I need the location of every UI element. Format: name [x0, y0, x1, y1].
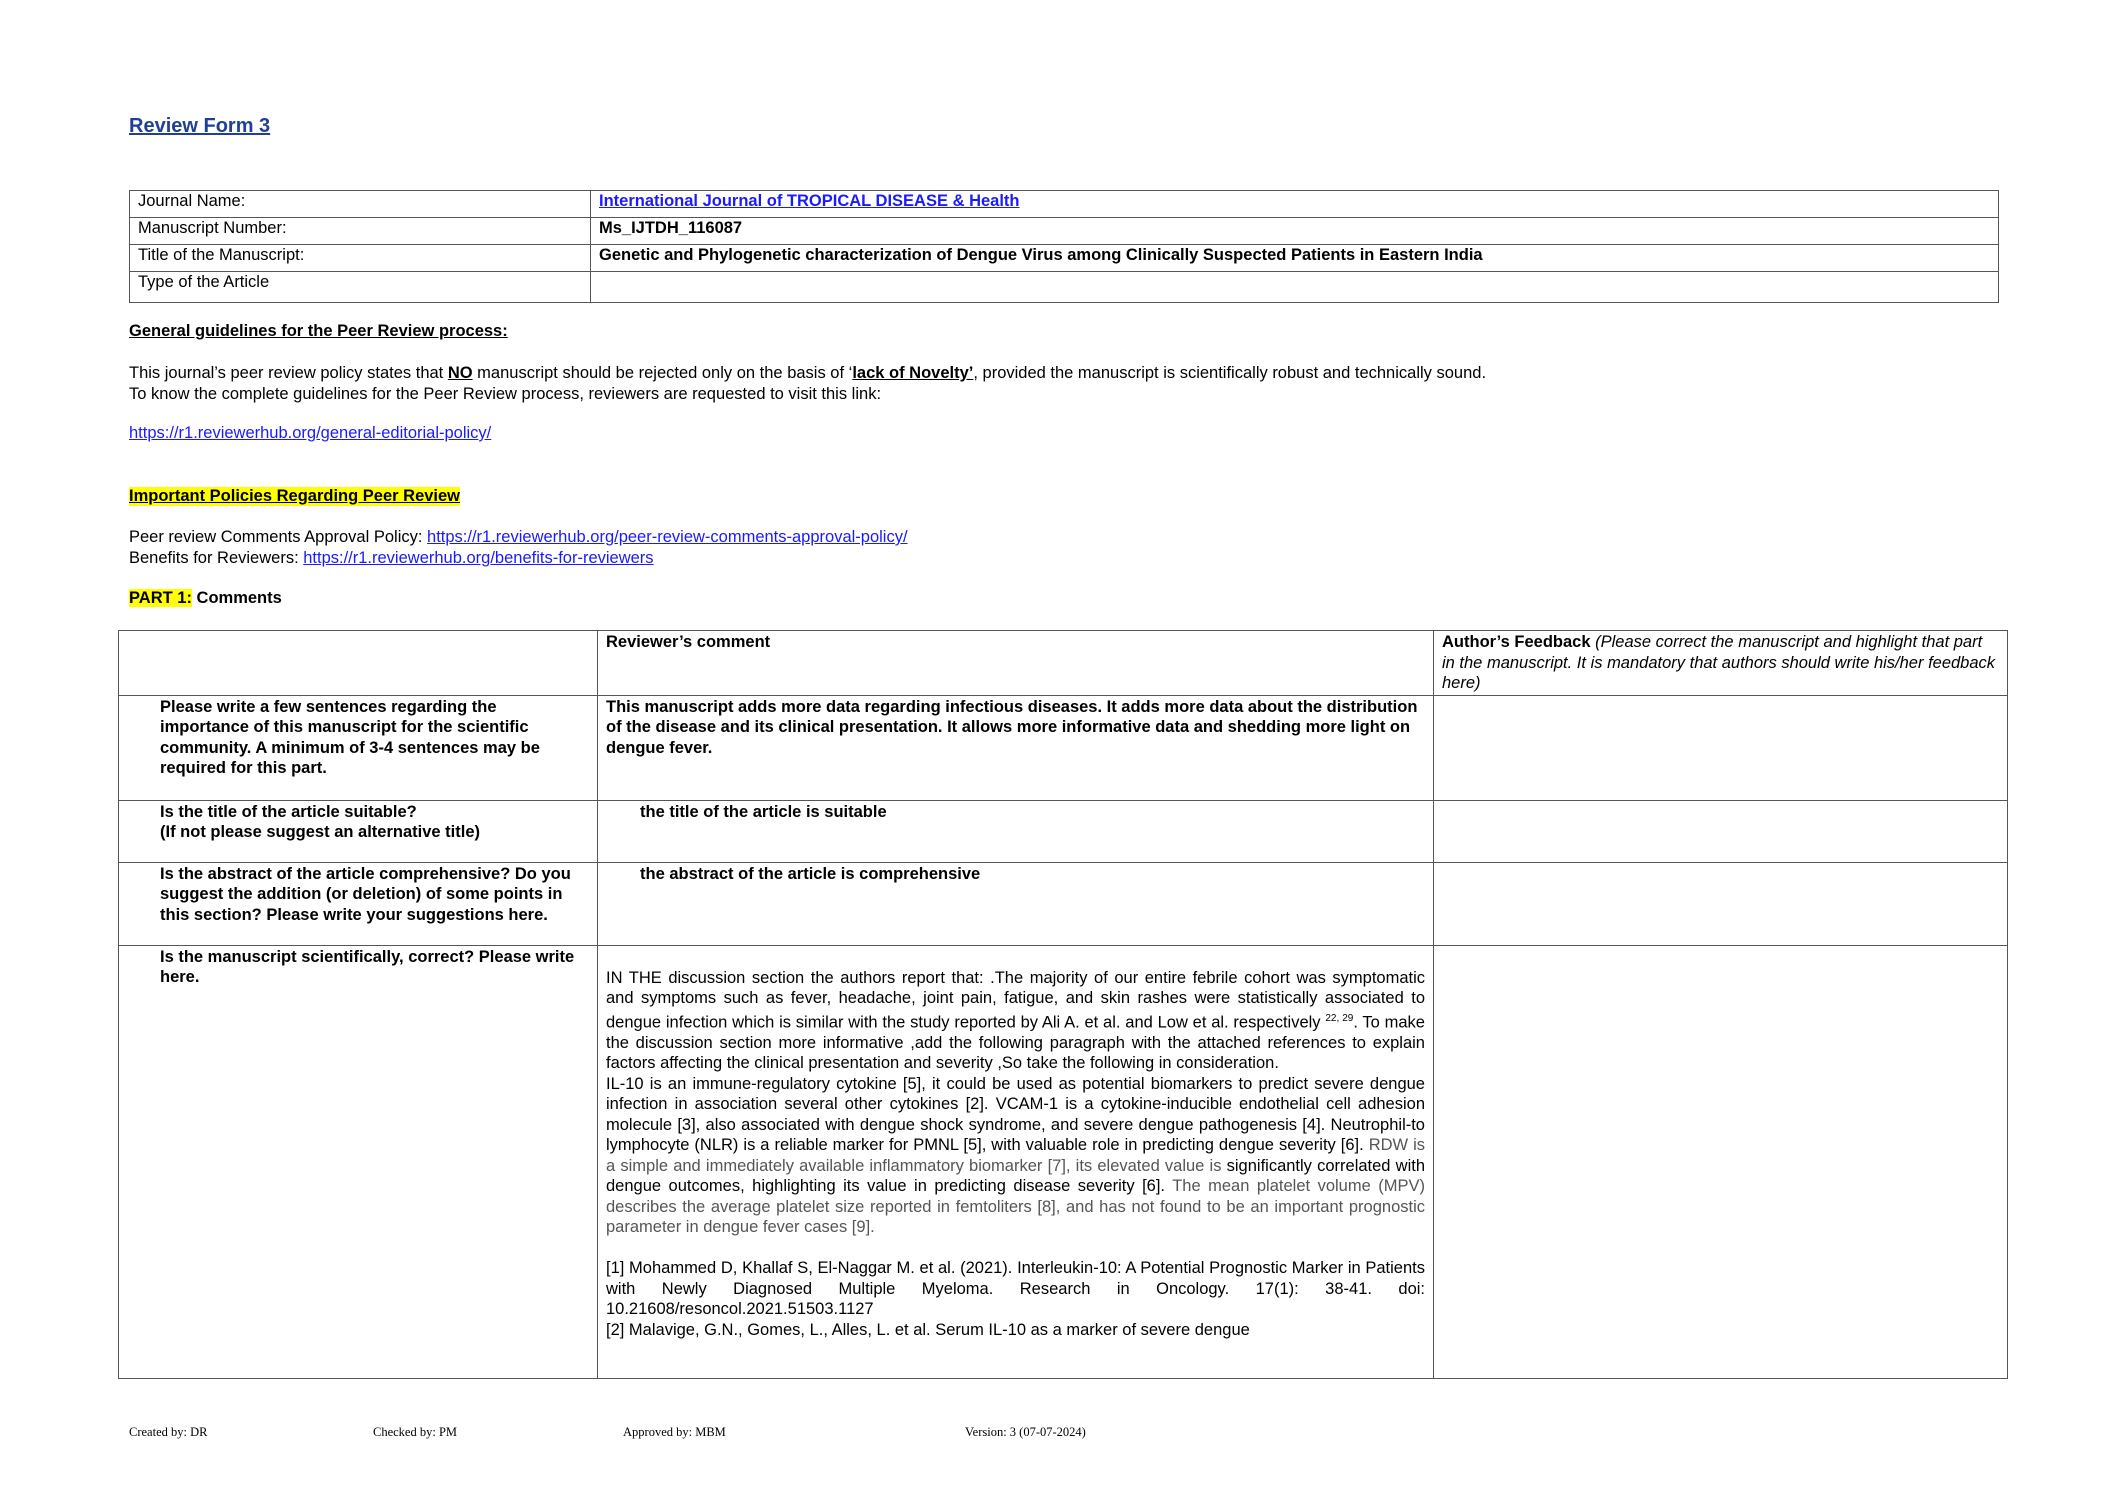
guidelines-text	[129, 363, 1486, 405]
footer-approved: Approved by: MBM	[623, 1425, 726, 1439]
text: Peer review Comments Approval Policy:	[129, 528, 428, 546]
table-row	[119, 800, 2008, 862]
table-row	[119, 695, 2008, 800]
part-title: Comments	[191, 589, 282, 607]
text: , provided the manuscript is scientifically robust and technically sound.	[973, 364, 1487, 382]
reviewer-comment-header: Reviewer’s comment	[598, 631, 1434, 696]
footer-created: Created by: DR	[129, 1425, 208, 1439]
journal-name-link[interactable]: International Journal of TROPICAL DISEASE & Health	[599, 192, 1020, 210]
text: IL-10 is an immune-regulatory cytokine [5], it could be used as potential biomarkers to predict severe dengue infection in association several other cytokines [2]. VCAM-1 is a cytokine-inducible endothelial cell adhesion molecule [3], also associated with dengue shock syndrome, and severe dengue pathogenesis [4]. Neutrophil-to lymphocyte (NLR) is a reliable marker for PMNL [5], with valuable role in predicting dengue severity [6].	[606, 1074, 1425, 1154]
question-scientific: Is the manuscript scientifically, correct? Please write here.	[119, 945, 598, 1378]
table-row	[119, 945, 2008, 1378]
text: RDW is a simple and immediately available inflammatory biomarker [7], its elevated value is	[606, 1136, 1426, 1175]
reviewer-comment[interactable]: This manuscript adds more data regarding infectious diseases. It adds more data about the distribution of the disease and its clinical presentation. It allows more informative data and shedding more light on dengue fever.	[598, 695, 1434, 800]
table-row	[119, 862, 2008, 945]
text: manuscript should be rejected only on the basis of ‘	[472, 364, 853, 382]
text: (Please correct the manuscript and highlight that part in the manuscript. It is mandatory that authors should write his/her feedback here)	[1442, 633, 1996, 692]
lack-of-novelty-emphasis: lack of Novelty’	[852, 364, 974, 382]
question-importance: Please write a few sentences regarding the importance of this manuscript for the scientific community. A minimum of 3-4 sentences may be required for this part.	[119, 695, 598, 800]
text: Author’s Feedback	[1442, 633, 1591, 651]
table-row	[130, 272, 1999, 303]
question-title	[119, 800, 598, 862]
text: Is the title of the article suitable?	[160, 802, 417, 821]
text: The mean platelet volume (MPV) describes the average platelet size reported in femtoliters [8], and has not found to be an important prognostic parameter in dengue fever cases [9].	[606, 1177, 1425, 1236]
part-label: PART 1:	[129, 589, 192, 607]
reviewer-comment[interactable]	[598, 945, 1434, 1378]
text: (If not please suggest an alternative title)	[160, 823, 480, 841]
table-row	[130, 191, 1999, 218]
reviewer-comment[interactable]: the abstract of the article is comprehensive	[598, 862, 1434, 945]
manuscript-number-label: Manuscript Number:	[130, 218, 591, 245]
table-header-row	[119, 631, 2008, 696]
guidelines-heading: General guidelines for the Peer Review process:	[129, 322, 508, 340]
manuscript-info-table	[129, 190, 1999, 303]
manuscript-title-value: Genetic and Phylogenetic characterization of Dengue Virus among Clinically Suspected Patients in Eastern India	[591, 245, 1999, 272]
benefits-link[interactable]: https://r1.reviewerhub.org/benefits-for-reviewers	[303, 549, 654, 567]
table-row	[130, 245, 1999, 272]
comments-table	[118, 630, 2008, 1379]
article-type-label: Type of the Article	[130, 272, 591, 303]
text: IN THE discussion section the authors report that: .The majority of our entire febrile cohort was symptomatic and symptoms such as fever, headache, joint pain, fatigue, and skin rashes were statistically associated to dengue infection which is similar with the study reported by Ali A. et al. and Low et al. respectively	[606, 968, 1425, 1031]
reference: [1] Mohammed D, Khallaf S, El-Naggar M. et al. (2021). Interleukin-10: A Potential Prognostic Marker in Patients with Newly Diagnosed Multiple Myeloma. Research in Oncology. 17(1): 38-41. doi: 10.21608/resoncol.2021.51503.1127	[606, 1259, 1425, 1318]
policies-heading: Important Policies Regarding Peer Review	[129, 487, 461, 505]
reviewer-comment[interactable]: the title of the article is suitable	[598, 800, 1434, 862]
text: This journal’s peer review policy states that	[129, 364, 448, 382]
author-feedback-cell[interactable]	[1434, 862, 2008, 945]
author-feedback-cell[interactable]	[1434, 800, 2008, 862]
author-feedback-cell[interactable]	[1434, 695, 2008, 800]
table-row	[130, 218, 1999, 245]
editorial-policy-link[interactable]: https://r1.reviewerhub.org/general-editorial-policy/	[129, 424, 492, 442]
approval-policy-link[interactable]: https://r1.reviewerhub.org/peer-review-comments-approval-policy/	[427, 528, 908, 546]
reference: [2] Malavige, G.N., Gomes, L., Alles, L. et al. Serum IL-10 as a marker of severe dengue	[606, 1320, 1250, 1339]
empty-header-cell	[119, 631, 598, 696]
citation: 22, 29	[1325, 1012, 1354, 1024]
text: significantly correlated with dengue outcomes, highlighting its value in predicting disease severity [6].	[606, 1156, 1425, 1195]
question-abstract: Is the abstract of the article comprehensive? Do you suggest the addition (or deletion) of some points in this section? Please write your suggestions here.	[119, 862, 598, 945]
form-title[interactable]: Review Form 3	[129, 115, 271, 137]
footer-checked: Checked by: PM	[373, 1425, 458, 1439]
author-feedback-cell[interactable]	[1434, 945, 2008, 1378]
policies-links	[129, 527, 908, 569]
journal-name-label: Journal Name:	[130, 191, 591, 218]
text: . To make the discussion section more informative ,add the following paragraph with the attached references to explain factors affecting the clinical presentation and severity ,So take the following in consideration.	[606, 1013, 1425, 1072]
article-type-value	[591, 272, 1999, 303]
manuscript-title-label: Title of the Manuscript:	[130, 245, 591, 272]
manuscript-number-value: Ms_IJTDH_116087	[591, 218, 1999, 245]
author-feedback-header	[1434, 631, 2008, 696]
text: Benefits for Reviewers:	[129, 549, 304, 567]
part-heading	[129, 589, 282, 608]
text: To know the complete guidelines for the Peer Review process, reviewers are requested to visit this link:	[129, 385, 882, 403]
footer-version: Version: 3 (07-07-2024)	[965, 1425, 1086, 1439]
no-emphasis: NO	[447, 364, 473, 382]
